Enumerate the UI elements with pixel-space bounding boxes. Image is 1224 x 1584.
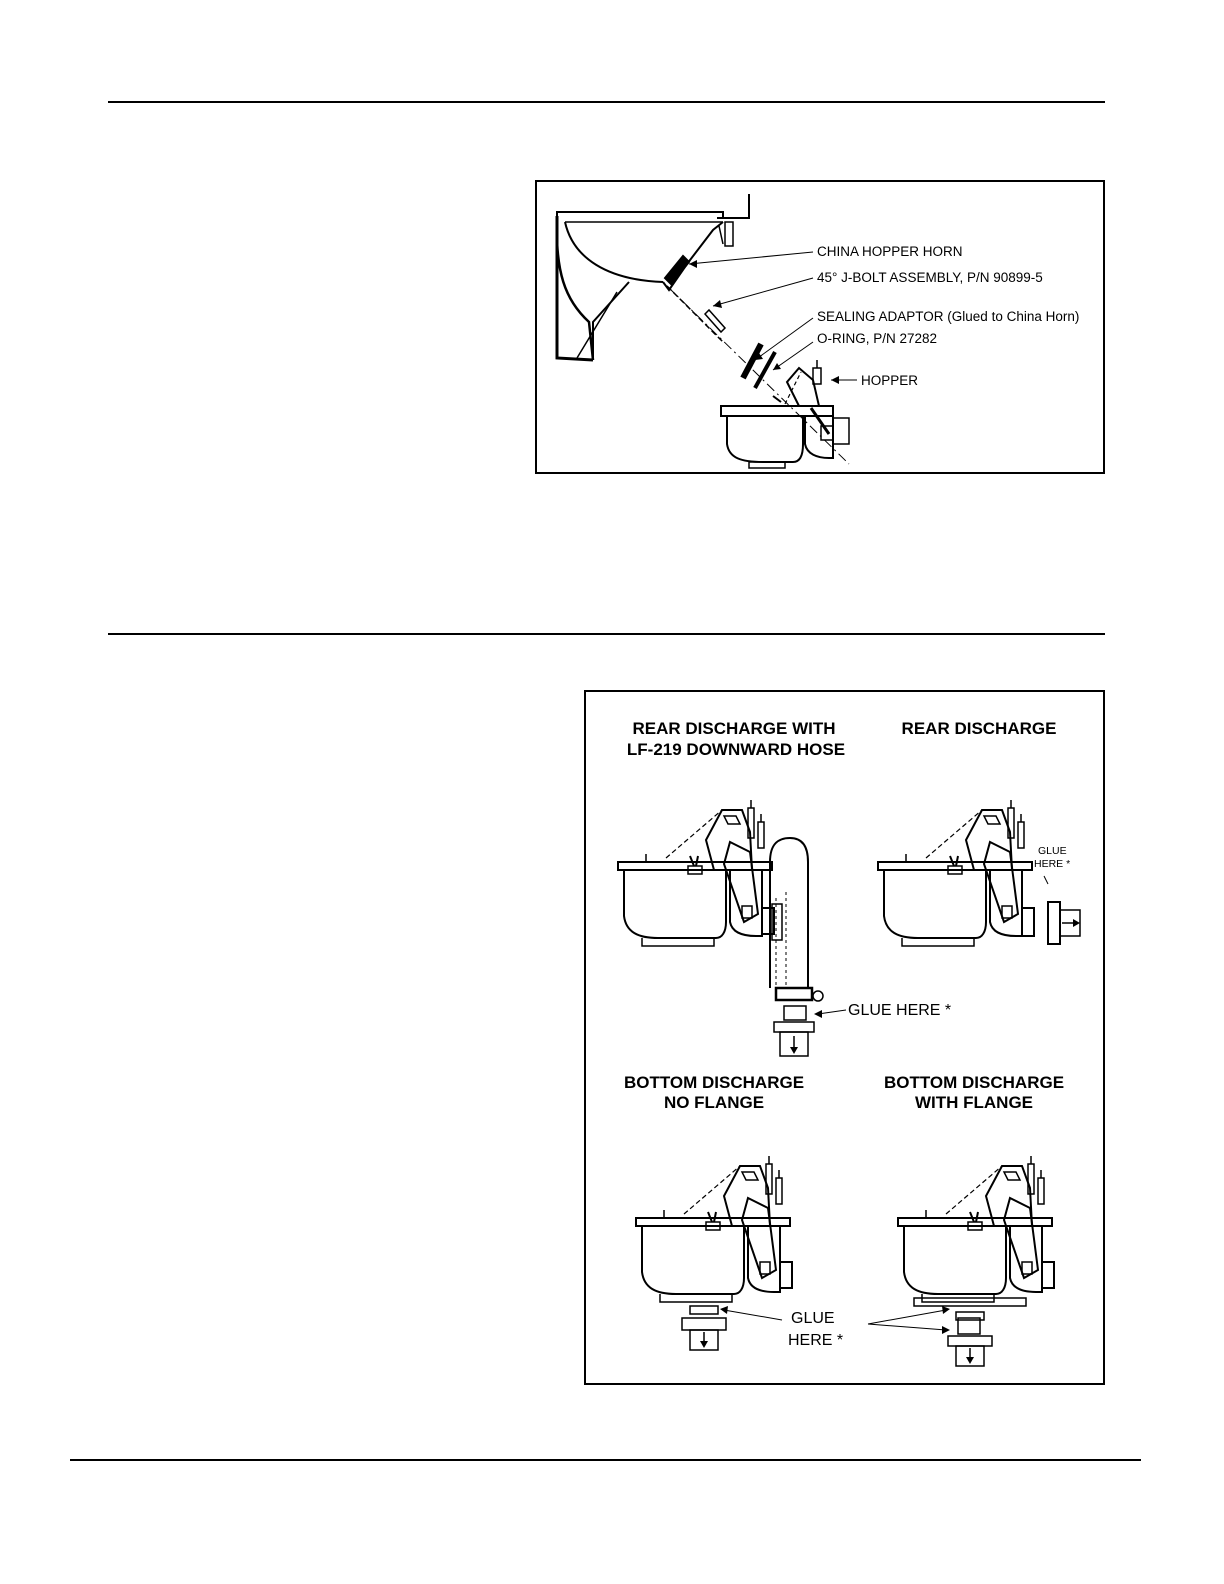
drawing-rear	[878, 800, 1080, 946]
glue-label-rear-line2: HERE *	[1034, 858, 1071, 870]
figure-hopper-installation-drawing	[537, 182, 1103, 472]
top-rule	[108, 101, 1105, 103]
heading-bottom-flange-line2: WITH FLANGE	[914, 1093, 1034, 1112]
figure-hopper-installation	[535, 180, 1105, 474]
heading-rear-hose-line2: LF-219 DOWNWARD HOSE	[626, 740, 846, 759]
middle-rule	[108, 633, 1105, 635]
drawing-rear-hose	[618, 800, 846, 1056]
heading-bottom-flange-line1: BOTTOM DISCHARGE	[883, 1073, 1065, 1092]
glue-label-bottom-line2: HERE *	[788, 1332, 844, 1349]
glue-label-hose: GLUE HERE *	[848, 1002, 952, 1019]
glue-label-bottom-line1: GLUE	[791, 1310, 835, 1327]
heading-rear: REAR DISCHARGE	[901, 719, 1057, 738]
label-china-hopper-horn: CHINA HOPPER HORN	[817, 244, 963, 259]
figure-discharge-configurations	[584, 690, 1105, 1385]
heading-rear-hose-line1: REAR DISCHARGE WITH	[632, 719, 836, 738]
label-j-bolt-assembly: 45° J-BOLT ASSEMBLY, P/N 90899-5	[817, 270, 1043, 285]
label-sealing-adaptor: SEALING ADAPTOR (Glued to China Horn)	[817, 309, 1080, 324]
heading-bottom-no-flange-line1: BOTTOM DISCHARGE	[623, 1073, 805, 1092]
footer-rule	[70, 1459, 1141, 1461]
glue-label-rear-line1: GLUE	[1038, 845, 1067, 857]
label-o-ring: O-RING, P/N 27282	[817, 331, 938, 346]
label-hopper: HOPPER	[861, 373, 919, 388]
figure-discharge-drawing	[586, 692, 1103, 1383]
drawing-bottom-flange	[868, 1156, 1054, 1366]
drawing-bottom-no-flange	[636, 1156, 792, 1350]
heading-bottom-no-flange-line2: NO FLANGE	[663, 1093, 765, 1112]
